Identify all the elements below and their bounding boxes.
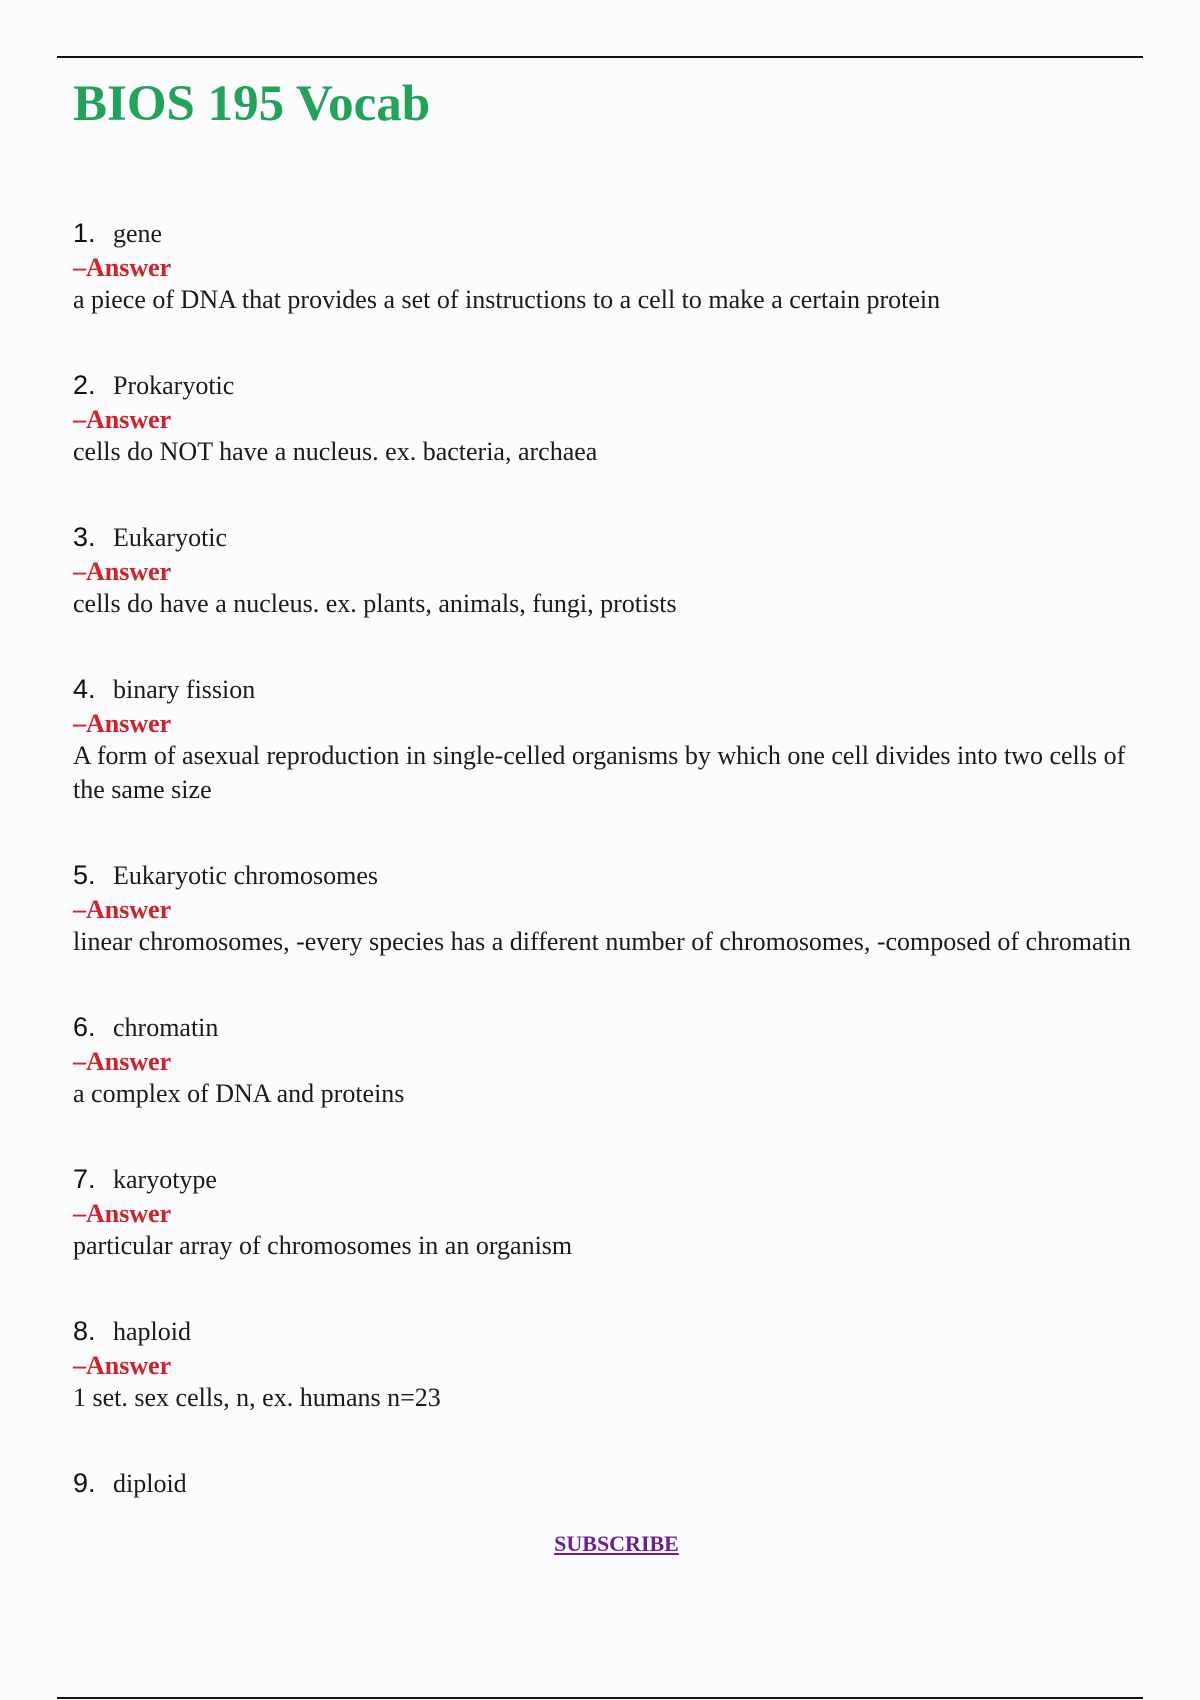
term-line bbox=[73, 218, 1139, 252]
definition: particular array of chromosomes in an organism bbox=[73, 1231, 573, 1260]
term-line bbox=[73, 860, 1139, 894]
definition: a piece of DNA that provides a set of instructions to a cell to make a certain protein bbox=[73, 285, 941, 314]
item-number: 4. bbox=[73, 674, 96, 704]
list-item bbox=[73, 522, 1139, 621]
answer-label: –Answer bbox=[73, 895, 172, 924]
top-rule bbox=[57, 56, 1143, 58]
bottom-rule bbox=[57, 1697, 1143, 1699]
term: haploid bbox=[113, 1317, 191, 1346]
list-item bbox=[73, 218, 1139, 317]
definition: 1 set. sex cells, n, ex. humans n=23 bbox=[73, 1383, 441, 1412]
term-line bbox=[73, 370, 1139, 404]
list-item bbox=[73, 1468, 1139, 1502]
term: binary fission bbox=[113, 675, 256, 704]
vocab-list bbox=[73, 218, 1139, 1555]
item-number: 7. bbox=[73, 1164, 96, 1194]
definition: cells do have a nucleus. ex. plants, animals, fungi, protists bbox=[73, 589, 677, 618]
definition: a complex of DNA and proteins bbox=[73, 1079, 405, 1108]
term: gene bbox=[113, 219, 163, 248]
term: karyotype bbox=[113, 1165, 217, 1194]
list-item bbox=[73, 674, 1139, 807]
answer-label: –Answer bbox=[73, 1351, 172, 1380]
answer-label: –Answer bbox=[73, 253, 172, 282]
term: diploid bbox=[113, 1469, 187, 1498]
answer-label: –Answer bbox=[73, 709, 172, 738]
item-number: 9. bbox=[73, 1468, 96, 1498]
item-number: 1. bbox=[73, 218, 96, 248]
term: Eukaryotic bbox=[113, 523, 228, 552]
item-number: 6. bbox=[73, 1012, 96, 1042]
term: Eukaryotic chromosomes bbox=[113, 861, 378, 890]
answer-label: –Answer bbox=[73, 1199, 172, 1228]
subscribe-link[interactable]: SUBSCRIBE bbox=[554, 1531, 679, 1556]
term-line bbox=[73, 522, 1139, 556]
page-title: BIOS 195 Vocab bbox=[73, 76, 431, 132]
list-item bbox=[73, 370, 1139, 469]
term-line bbox=[73, 1468, 1139, 1502]
definition: linear chromosomes, -every species has a different number of chromosomes, -composed of chromatin bbox=[73, 927, 1131, 956]
item-number: 5. bbox=[73, 860, 96, 890]
list-item bbox=[73, 1012, 1139, 1111]
answer-label: –Answer bbox=[73, 557, 172, 586]
list-item bbox=[73, 1316, 1139, 1415]
list-item bbox=[73, 860, 1139, 959]
term-line bbox=[73, 1012, 1139, 1046]
answer-label: –Answer bbox=[73, 405, 172, 434]
item-number: 8. bbox=[73, 1316, 96, 1346]
term-line bbox=[73, 1316, 1139, 1350]
term: chromatin bbox=[113, 1013, 219, 1042]
item-number: 3. bbox=[73, 522, 96, 552]
definition: A form of asexual reproduction in single-celled organisms by which one cell divides into two cells of the same size bbox=[73, 741, 1126, 804]
definition: cells do NOT have a nucleus. ex. bacteria, archaea bbox=[73, 437, 598, 466]
list-item bbox=[73, 1164, 1139, 1263]
answer-label: –Answer bbox=[73, 1047, 172, 1076]
term: Prokaryotic bbox=[113, 371, 235, 400]
term-line bbox=[73, 1164, 1139, 1198]
term-line bbox=[73, 674, 1139, 708]
item-number: 2. bbox=[73, 370, 96, 400]
